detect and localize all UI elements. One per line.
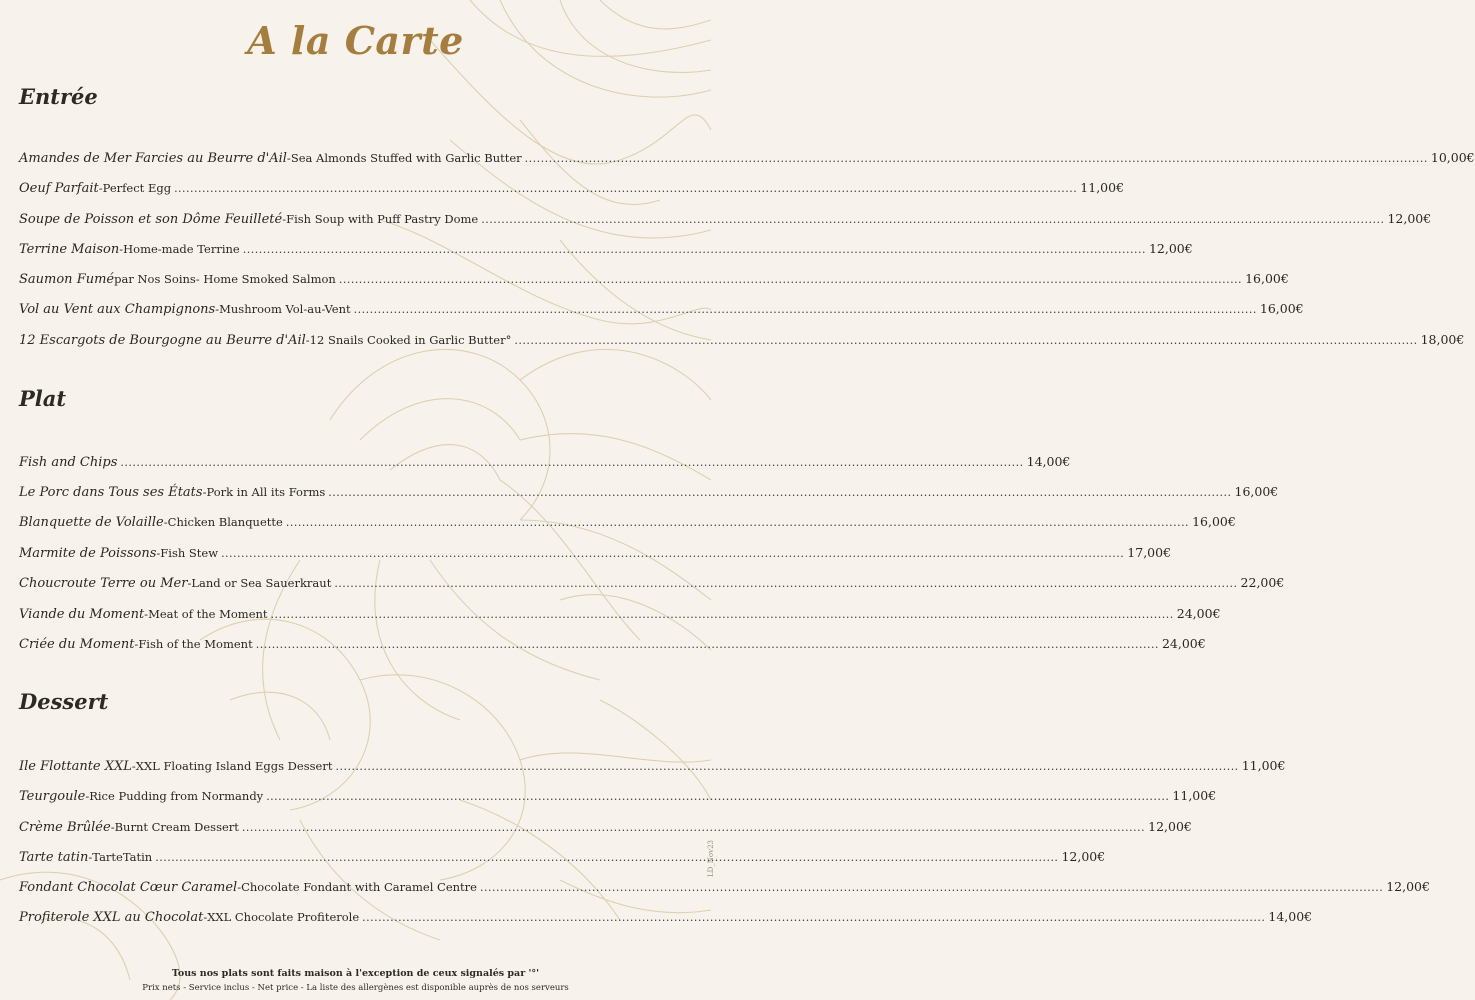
dish-name-en: XXL Chocolate Profiterole — [207, 910, 360, 924]
menu-item — [19, 178, 1125, 198]
menu-item — [19, 817, 1192, 837]
dot-leader — [362, 908, 1265, 928]
dot-leader — [174, 179, 1077, 199]
dot-leader — [221, 544, 1124, 564]
dish-separator: - — [305, 333, 310, 347]
dot-leader — [155, 848, 1058, 868]
dot-leader — [514, 331, 1417, 351]
dish-separator: - — [134, 637, 139, 651]
dish-separator: - — [286, 151, 291, 165]
dish-price: 17,00€ — [1127, 545, 1172, 560]
menu-item — [19, 543, 1172, 563]
dish-price: 12,00€ — [1148, 241, 1193, 256]
menu-item — [19, 786, 1217, 806]
dish-separator: - — [203, 910, 208, 924]
dot-leader — [256, 635, 1159, 655]
dot-leader — [481, 210, 1384, 230]
section-title-dessert: Dessert — [19, 689, 109, 714]
dish-separator: - — [202, 485, 207, 499]
dish-name-fr: Oeuf Parfait — [19, 181, 99, 196]
dish-separator: - — [98, 181, 103, 195]
dish-name-en: Fish Stew — [160, 546, 219, 560]
menu-item — [19, 756, 1286, 776]
dot-leader — [334, 574, 1237, 594]
dish-separator: - — [131, 759, 136, 773]
dish-price: 11,00€ — [1080, 180, 1125, 195]
dish-name-fr: Saumon Fumé — [19, 272, 115, 287]
dish-separator: - — [144, 607, 149, 621]
dish-name-en: Home-made Terrine — [123, 242, 240, 256]
side-code-label: LD_Nov23 — [707, 840, 715, 877]
dot-leader — [525, 149, 1428, 169]
dish-name-fr: Marmite de Poissons — [19, 546, 157, 561]
dish-price: 12,00€ — [1386, 879, 1430, 894]
dish-name-en: par Nos Soins- Home Smoked Salmon — [114, 272, 336, 286]
dish-price: 16,00€ — [1245, 271, 1289, 286]
dish-name-en: Fish of the Moment — [138, 637, 253, 651]
dish-price: 16,00€ — [1259, 301, 1304, 316]
dish-separator: - — [187, 576, 192, 590]
menu-item — [19, 604, 1221, 624]
dish-price: 11,00€ — [1241, 758, 1286, 773]
dish-name-fr: Soupe de Poisson et son Dôme Feuilleté — [19, 212, 283, 227]
menu-item — [19, 330, 1465, 350]
dot-leader — [335, 757, 1238, 777]
dish-name-fr: Fish and Chips — [19, 455, 118, 470]
dish-price: 18,00€ — [1420, 332, 1465, 347]
dish-name-fr: Fondant Chocolat Cœur Caramel — [19, 880, 238, 895]
menu-item — [19, 512, 1236, 532]
menu-item — [19, 482, 1279, 502]
dot-leader — [480, 878, 1383, 898]
dish-name-fr: Teurgoule — [19, 789, 86, 804]
dish-separator: - — [282, 212, 287, 226]
dish-separator: - — [88, 850, 93, 864]
dish-name-en: TarteTatin — [92, 850, 153, 864]
dish-name-en: Burnt Cream Dessert — [114, 820, 239, 834]
dish-name-en: Chicken Blanquette — [167, 515, 283, 529]
dish-separator: - — [119, 242, 124, 256]
dish-price: 24,00€ — [1176, 606, 1221, 621]
dish-price: 11,00€ — [1172, 788, 1217, 803]
dish-separator: - — [110, 820, 115, 834]
dish-name-en: Meat of the Moment — [148, 607, 268, 621]
dish-name-fr: Choucroute Terre ou Mer — [19, 576, 188, 591]
dish-name-fr: Profiterole XXL au Chocolat — [19, 910, 204, 925]
dish-separator: - — [237, 880, 242, 894]
dish-price: 12,00€ — [1061, 849, 1106, 864]
dish-name-fr: Blanquette de Volaille — [19, 515, 164, 530]
menu-item — [19, 907, 1313, 927]
dot-leader — [242, 818, 1145, 838]
dot-leader — [271, 605, 1174, 625]
dish-name-fr: Tarte tatin — [19, 850, 89, 865]
dot-leader — [243, 240, 1146, 260]
dot-leader — [266, 787, 1169, 807]
menu-item — [19, 269, 1289, 289]
dish-name-fr: Criée du Moment — [19, 637, 135, 652]
menu-item — [19, 209, 1432, 229]
dish-name-fr: 12 Escargots de Bourgogne au Beurre d'Ail — [19, 333, 306, 348]
dot-leader — [286, 513, 1189, 533]
dish-name-en: Perfect Egg — [102, 181, 172, 195]
dish-name-fr: Amandes de Mer Farcies au Beurre d'Ail — [19, 151, 287, 166]
menu-item — [19, 239, 1193, 259]
dot-leader — [120, 453, 1023, 473]
dish-separator: - — [85, 789, 90, 803]
dish-price: 16,00€ — [1234, 484, 1279, 499]
dish-price: 14,00€ — [1268, 909, 1313, 924]
dish-name-en: Land or Sea Sauerkraut — [191, 576, 332, 590]
dot-leader — [339, 270, 1242, 290]
dot-leader — [328, 483, 1231, 503]
menu-item — [19, 634, 1206, 654]
dish-price: 10,00€ — [1430, 150, 1475, 165]
dish-separator: - — [156, 546, 161, 560]
dish-separator: - — [163, 515, 168, 529]
dish-name-fr: Ile Flottante XXL — [19, 759, 132, 774]
menu-item — [19, 452, 1071, 472]
dish-separator: - — [215, 302, 220, 316]
dish-name-fr: Vol au Vent aux Champignons — [19, 302, 216, 317]
dish-name-en: Rice Pudding from Normandy — [89, 789, 264, 803]
dish-name-fr: Terrine Maison — [19, 242, 120, 257]
dish-price: 22,00€ — [1240, 575, 1285, 590]
dish-price: 12,00€ — [1148, 819, 1192, 834]
footer-price-note: Prix nets - Service inclus - Net price - La liste des allergènes est disponible auprès de nos serveurs — [142, 983, 569, 993]
dish-name-fr: Le Porc dans Tous ses États — [19, 485, 203, 500]
section-title-plat: Plat — [19, 386, 67, 411]
dish-name-en: XXL Floating Island Eggs Dessert — [135, 759, 333, 773]
footer-homemade-note: Tous nos plats sont faits maison à l'exception de ceux signalés par '°' — [171, 968, 540, 979]
dish-name-en: Pork in All its Forms — [206, 485, 326, 499]
menu-item — [19, 299, 1304, 319]
dish-name-fr: Viande du Moment — [19, 607, 145, 622]
dish-name-en: Sea Almonds Stuffed with Garlic Butter — [290, 151, 522, 165]
menu-item — [19, 573, 1285, 593]
dish-name-fr: Crème Brûlée — [19, 820, 111, 835]
menu-item — [19, 877, 1430, 897]
menu-item — [19, 148, 1475, 168]
dish-price: 16,00€ — [1192, 514, 1236, 529]
section-title-entree: Entrée — [19, 84, 98, 109]
dish-price: 24,00€ — [1161, 636, 1206, 651]
dish-price: 12,00€ — [1387, 211, 1432, 226]
menu-title: A la Carte — [247, 18, 464, 63]
dish-price: 14,00€ — [1026, 454, 1071, 469]
dish-name-en: Mushroom Vol-au-Vent — [219, 302, 351, 316]
dish-name-en: Fish Soup with Puff Pastry Dome — [286, 212, 479, 226]
dot-leader — [354, 300, 1257, 320]
dish-name-en: Chocolate Fondant with Caramel Centre — [241, 880, 477, 894]
dish-name-en: 12 Snails Cooked in Garlic Butter° — [309, 333, 512, 347]
